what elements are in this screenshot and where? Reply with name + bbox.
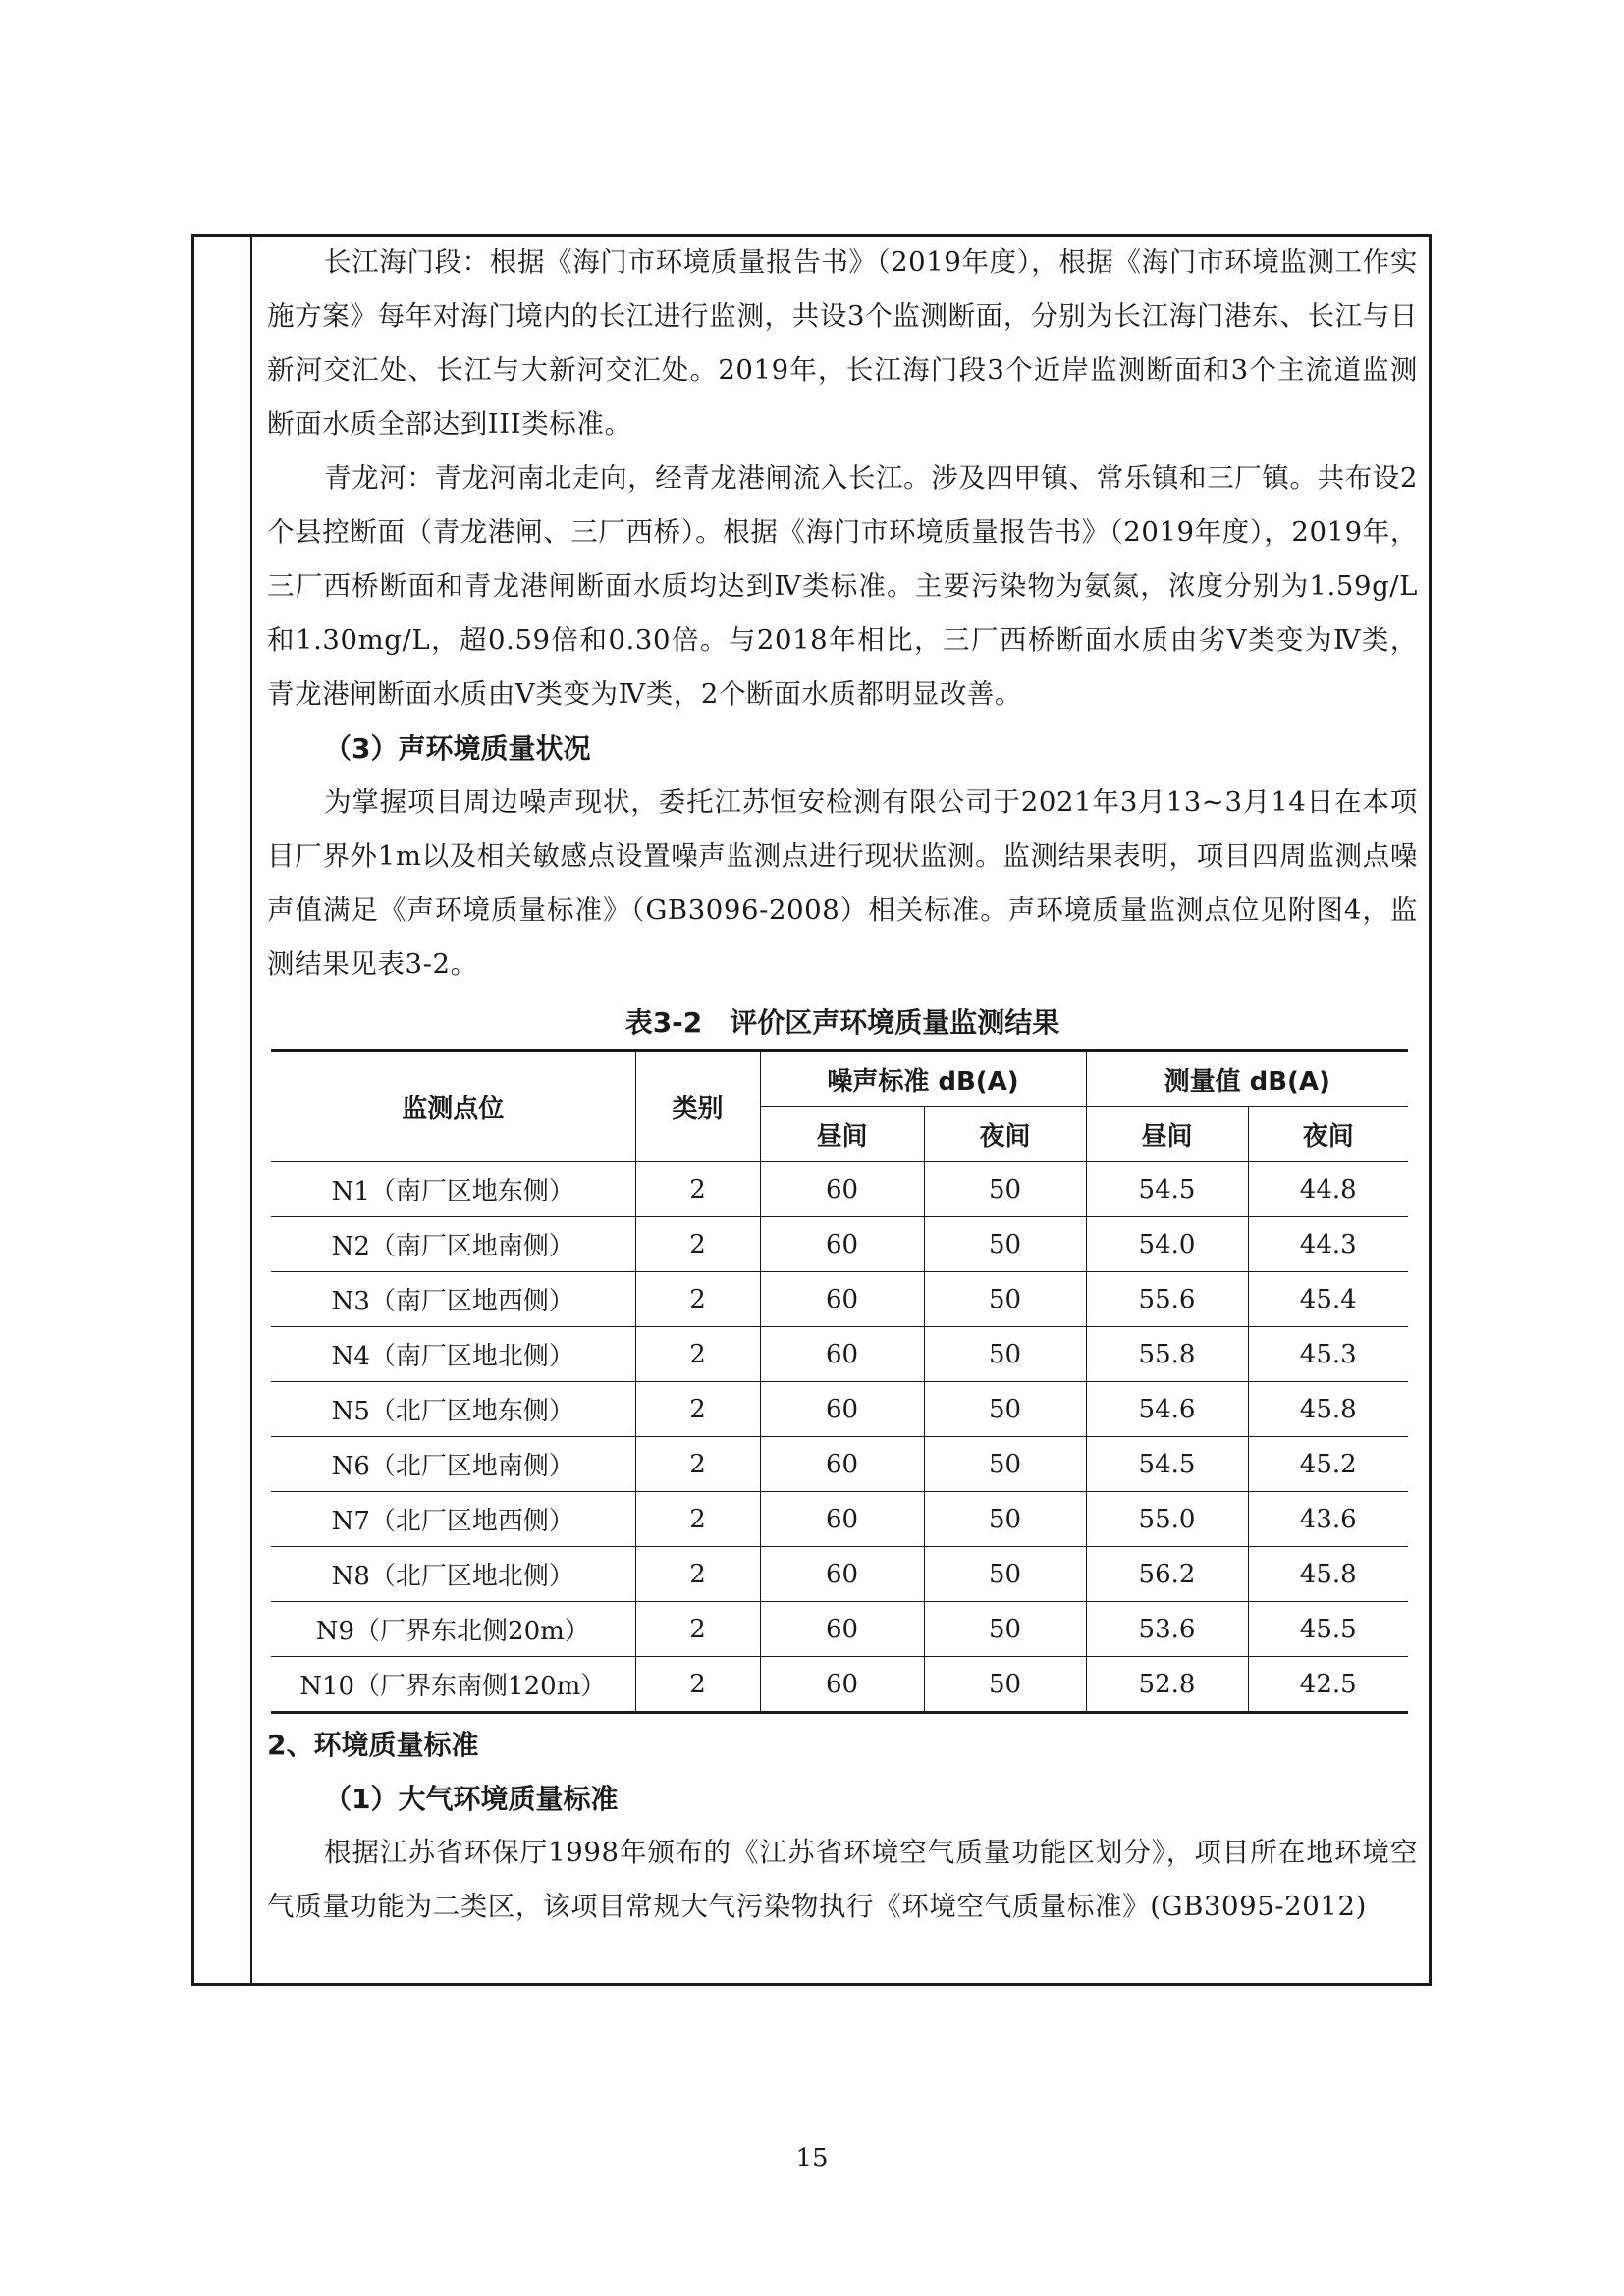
table-cell-location: N4（南厂区地北侧）: [271, 1327, 635, 1382]
table-cell-location: N2（南厂区地南侧）: [271, 1217, 635, 1272]
table-cell-std-night: 50: [924, 1217, 1086, 1272]
table-cell-std-day: 60: [760, 1162, 924, 1217]
table-cell-val-night: 45.8: [1248, 1547, 1408, 1602]
page-number: 15: [795, 2144, 829, 2173]
document-body: [267, 234, 1418, 1934]
section-heading-noise: （3）声环境质量状况: [324, 732, 591, 765]
table-cell-location: N3（南厂区地西侧）: [271, 1272, 635, 1327]
table-row: [271, 1382, 1408, 1437]
table-cell-category: 2: [635, 1272, 760, 1327]
table-cell-val-day: 55.6: [1086, 1272, 1248, 1327]
table-cell-std-day: 60: [760, 1602, 924, 1657]
table-cell-std-day: 60: [760, 1217, 924, 1272]
table-cell-std-day: 60: [760, 1382, 924, 1437]
table-header-row: [271, 1051, 1408, 1107]
table-row: [271, 1327, 1408, 1382]
table-cell-location: N7（北厂区地西侧）: [271, 1492, 635, 1547]
table-cell-location: N9（厂界东北侧20m）: [271, 1602, 635, 1657]
table-cell-category: 2: [635, 1382, 760, 1437]
table-cell-std-night: 50: [924, 1492, 1086, 1547]
header-location: 监测点位: [271, 1051, 635, 1162]
table-cell-std-day: 60: [760, 1547, 924, 1602]
table-cell-std-day: 60: [760, 1492, 924, 1547]
table-cell-std-night: 50: [924, 1657, 1086, 1713]
table-cell-val-day: 54.5: [1086, 1437, 1248, 1492]
table-cell-category: 2: [635, 1162, 760, 1217]
table-cell-val-day: 56.2: [1086, 1547, 1248, 1602]
table-row: [271, 1437, 1408, 1492]
table-cell-std-night: 50: [924, 1327, 1086, 1382]
table-cell-category: 2: [635, 1492, 760, 1547]
table-cell-val-day: 55.0: [1086, 1492, 1248, 1547]
header-category: 类别: [635, 1051, 760, 1162]
table-cell-location: N8（北厂区地北侧）: [271, 1547, 635, 1602]
table-cell-location: N6（北厂区地南侧）: [271, 1437, 635, 1492]
table-cell-location: N1（南厂区地东侧）: [271, 1162, 635, 1217]
table-cell-std-day: 60: [760, 1272, 924, 1327]
table-cell-val-night: 45.5: [1248, 1602, 1408, 1657]
table-row: [271, 1492, 1408, 1547]
table-cell-std-night: 50: [924, 1602, 1086, 1657]
table-cell-val-night: 42.5: [1248, 1657, 1408, 1713]
table-row: [271, 1272, 1408, 1327]
frame-left-column-divider: [250, 234, 252, 1986]
header-noise-standard: 噪声标准 dB(A): [760, 1051, 1086, 1107]
paragraph-noise-monitoring: 为掌握项目周边噪声现状，委托江苏恒安检测有限公司于2021年3月13~3月14日在本项目厂界外1m以及相关敏感点设置噪声监测点进行现状监测。监测结果表明，项目四周监测点噪声值满足《声环境质量标准》（GB3096-2008）相关标准。声环境质量监测点位见附图4，监测结果见表3-2。: [267, 786, 1418, 980]
table-cell-category: 2: [635, 1327, 760, 1382]
table-cell-val-night: 45.3: [1248, 1327, 1408, 1382]
table-cell-val-day: 53.6: [1086, 1602, 1248, 1657]
table-cell-std-day: 60: [760, 1327, 924, 1382]
table-cell-val-day: 54.6: [1086, 1382, 1248, 1437]
table-cell-category: 2: [635, 1437, 760, 1492]
table-row: [271, 1602, 1408, 1657]
section-heading-air-standards: （1）大气环境质量标准: [324, 1783, 619, 1815]
table-cell-val-night: 45.4: [1248, 1272, 1408, 1327]
table-cell-std-day: 60: [760, 1437, 924, 1492]
header-measured-day: 昼间: [1086, 1107, 1248, 1162]
table-cell-val-night: 45.2: [1248, 1437, 1408, 1492]
table-cell-category: 2: [635, 1602, 760, 1657]
paragraph-air-standards: 根据江苏省环保厅1998年颁布的《江苏省环境空气质量功能区划分》，项目所在地环境空气质量功能为二类区，该项目常规大气污染物执行《环境空气质量标准》(GB3095-2012): [267, 1837, 1418, 1922]
table-cell-std-night: 50: [924, 1547, 1086, 1602]
table-row: [271, 1217, 1408, 1272]
header-standard-day: 昼间: [760, 1107, 924, 1162]
table-cell-val-night: 45.8: [1248, 1382, 1408, 1437]
table-cell-val-day: 52.8: [1086, 1657, 1248, 1713]
table-cell-category: 2: [635, 1547, 760, 1602]
table-cell-val-night: 44.8: [1248, 1162, 1408, 1217]
table-caption: 表3-2 评价区声环境质量监测结果: [624, 1006, 1060, 1039]
header-standard-night: 夜间: [924, 1107, 1086, 1162]
table-cell-std-night: 50: [924, 1382, 1086, 1437]
table-cell-std-night: 50: [924, 1162, 1086, 1217]
table-cell-val-night: 44.3: [1248, 1217, 1408, 1272]
table-cell-std-night: 50: [924, 1437, 1086, 1492]
table-cell-location: N10（厂界东南侧120m）: [271, 1657, 635, 1713]
paragraph-qinglong-river: 青龙河：青龙河南北走向，经青龙港闸流入长江。涉及四甲镇、常乐镇和三厂镇。共布设2个县控断面（青龙港闸、三厂西桥）。根据《海门市环境质量报告书》（2019年度），2019年，三厂西桥断面和青龙港闸断面水质均达到Ⅳ类标准。主要污染物为氨氮，浓度分别为1.59g/L和1.30mg/L，超0.59倍和0.30倍。与2018年相比，三厂西桥断面水质由劣Ⅴ类变为Ⅳ类，青龙港闸断面水质由Ⅴ类变为Ⅳ类，2个断面水质都明显改善。: [267, 462, 1418, 710]
table-cell-val-day: 54.5: [1086, 1162, 1248, 1217]
table-cell-location: N5（北厂区地东侧）: [271, 1382, 635, 1437]
table-cell-val-day: 54.0: [1086, 1217, 1248, 1272]
table-cell-val-day: 55.8: [1086, 1327, 1248, 1382]
section-heading-env-standards: 2、环境质量标准: [267, 1729, 479, 1761]
header-measured-night: 夜间: [1248, 1107, 1408, 1162]
paragraph-changjiang-haimen: 长江海门段：根据《海门市环境质量报告书》（2019年度），根据《海门市环境监测工作实施方案》每年对海门境内的长江进行监测，共设3个监测断面，分别为长江海门港东、长江与日新河交汇处、长江与大新河交汇处。2019年，长江海门段3个近岸监测断面和3个主流道监测断面水质全部达到III类标准。: [267, 246, 1418, 440]
table-cell-category: 2: [635, 1657, 760, 1713]
table-row: [271, 1162, 1408, 1217]
noise-results-table: [271, 1049, 1408, 1714]
table-cell-category: 2: [635, 1217, 760, 1272]
table-cell-std-night: 50: [924, 1272, 1086, 1327]
table-row: [271, 1547, 1408, 1602]
table-cell-std-day: 60: [760, 1657, 924, 1713]
table-row: [271, 1657, 1408, 1713]
header-measured-value: 测量值 dB(A): [1086, 1051, 1408, 1107]
table-cell-val-night: 43.6: [1248, 1492, 1408, 1547]
